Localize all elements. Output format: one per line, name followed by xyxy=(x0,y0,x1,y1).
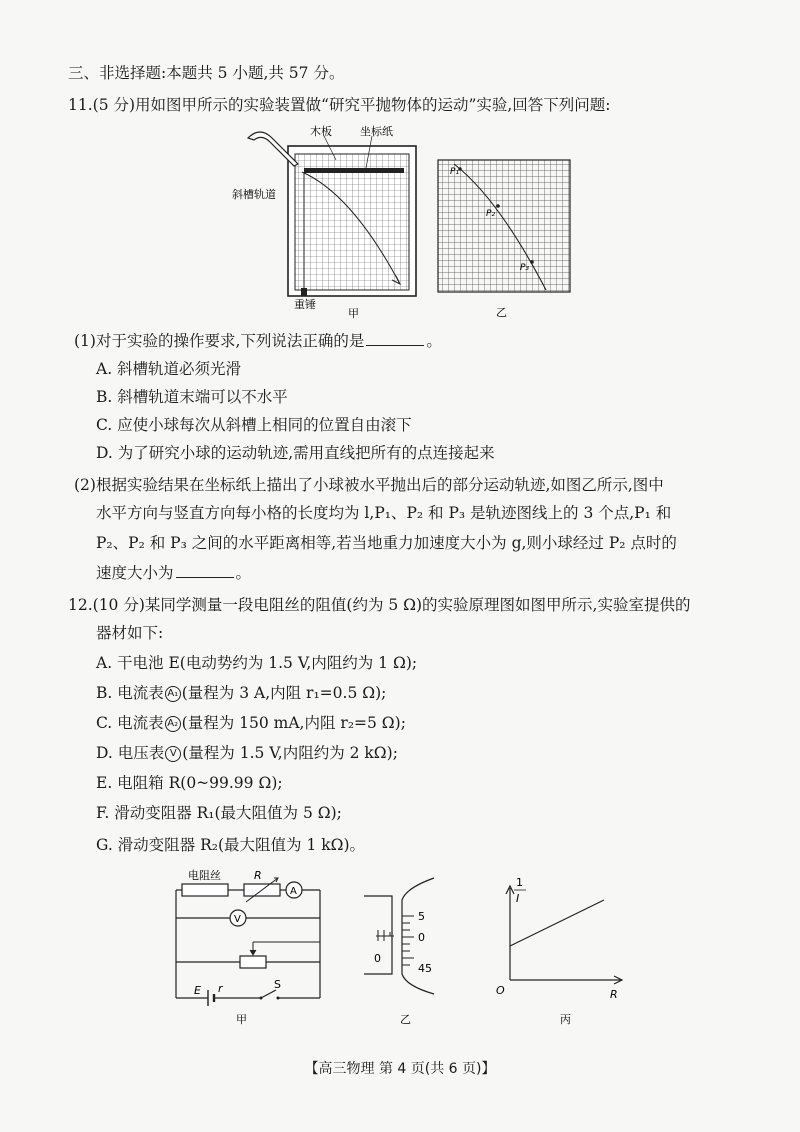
q12-item-e: E. 电阻箱 R(0~99.99 Ω); xyxy=(96,774,283,792)
point-p2 xyxy=(496,204,500,208)
label-weight: 重锤 xyxy=(294,298,316,311)
q11-part2-line4 xyxy=(96,562,251,584)
label-board: 木板 xyxy=(310,125,332,138)
label-track: 斜槽轨道 xyxy=(232,188,276,201)
label-p2: P₂ xyxy=(486,209,496,219)
answer-blank-1 xyxy=(366,330,424,346)
ammeter-a1-icon: A₁ xyxy=(165,686,181,702)
q11-part1-end: 。 xyxy=(426,332,442,350)
option-c: C. 应使小球每次从斜槽上相同的位置自由滚下 xyxy=(96,416,412,434)
option-d: D. 为了研究小球的运动轨迹,需用直线把所有的点连接起来 xyxy=(96,444,495,462)
tick-45: 45 xyxy=(418,962,432,975)
origin-label: O xyxy=(496,984,505,997)
q12-item-c xyxy=(96,712,406,734)
q12-item-a: A. 干电池 E(电动势约为 1.5 V,内阻约为 1 Ω); xyxy=(96,654,418,672)
xlabel: R xyxy=(610,988,618,1001)
label-p3: P₃ xyxy=(520,263,530,273)
ylabel-den: I xyxy=(516,892,520,905)
q11-stem: 11.(5 分)用如图甲所示的实验装置做“研究平抛物体的运动”实验,回答下列问题: xyxy=(68,96,611,114)
item-b-pre: B. 电流表 xyxy=(96,684,164,702)
q11-part2-line3: P₂、P₂ 和 P₃ 之间的水平距离相等,若当地重力加速度大小为 g,则小球经过 P₂ 点时的 xyxy=(96,534,677,552)
q12-graph-bing xyxy=(490,870,630,1026)
label-r: r xyxy=(218,982,223,995)
q11-part1-text: (1)对于实验的操作要求,下列说法正确的是 xyxy=(74,332,365,350)
q11-fig-jia xyxy=(232,124,422,320)
q11-part2-line4-text: 速度大小为 xyxy=(96,564,174,582)
q11-part2-line2: 水平方向与竖直方向每小格的长度均为 l,P₁、P₂ 和 P₃ 是轨迹图线上的 3 个点,P₁ 和 xyxy=(96,504,672,522)
label-R: R xyxy=(254,869,262,882)
caption-yi: 乙 xyxy=(496,306,507,319)
resistance-wire xyxy=(182,884,228,896)
top-bar xyxy=(304,168,404,173)
section-title: 三、非选择题:本题共 5 小题,共 57 分。 xyxy=(68,64,345,82)
q11-part2-line4-end: 。 xyxy=(235,564,252,582)
label-S: S xyxy=(274,978,281,991)
q12-item-f: F. 滑动变阻器 R₁(最大阻值为 5 Ω); xyxy=(96,804,342,822)
switch-symbol xyxy=(261,990,276,998)
item-c-pre: C. 电流表 xyxy=(96,714,164,732)
ammeter-a2-icon: A₂ xyxy=(165,716,181,732)
voltmeter-icon: V xyxy=(165,746,181,762)
q11-fig-yi xyxy=(436,158,576,320)
answer-blank-2 xyxy=(176,562,234,578)
caption-micrometer: 乙 xyxy=(400,1013,411,1026)
q11-part1 xyxy=(74,330,442,352)
label-paper: 坐标纸 xyxy=(360,125,393,138)
option-b: B. 斜槽轨道末端可以不水平 xyxy=(96,388,288,406)
item-c-post: (量程为 150 mA,内阻 r₂=5 Ω); xyxy=(181,714,406,732)
q12-item-b xyxy=(96,682,386,704)
q12-item-d xyxy=(96,742,398,764)
point-p3 xyxy=(530,260,534,264)
q12-micrometer-yi xyxy=(354,870,464,1026)
item-b-post: (量程为 3 A,内阻 r₁=0.5 Ω); xyxy=(181,684,387,702)
option-a: A. 斜槽轨道必须光滑 xyxy=(96,360,242,378)
caption-circuit: 甲 xyxy=(236,1013,247,1026)
label-wire: 电阻丝 xyxy=(188,869,221,882)
page-footer: 【高三物理 第 4 页(共 6 页)】 xyxy=(304,1061,496,1077)
label-V: V xyxy=(234,914,241,925)
q12-circuit-jia xyxy=(168,866,328,1026)
rheostat xyxy=(240,956,266,968)
graph-line xyxy=(510,900,604,946)
caption-jia: 甲 xyxy=(348,307,359,320)
ylabel-num: 1 xyxy=(516,876,523,889)
main-scale-0: 0 xyxy=(374,952,381,965)
item-d-pre: D. 电压表 xyxy=(96,744,165,762)
tick-0: 0 xyxy=(418,931,425,944)
caption-graph: 丙 xyxy=(560,1013,571,1026)
coordinate-grid xyxy=(438,160,570,292)
q11-part2-line1: (2)根据实验结果在坐标纸上描出了小球被水平抛出后的部分运动轨迹,如图乙所示,图中 xyxy=(74,476,664,494)
q12-line2: 器材如下: xyxy=(96,624,164,642)
item-d-post: (量程为 1.5 V,内阻约为 2 kΩ); xyxy=(182,744,398,762)
label-E: E xyxy=(194,984,201,997)
q12-item-g: G. 滑动变阻器 R₂(最大阻值为 1 kΩ)。 xyxy=(96,836,366,854)
tick-5: 5 xyxy=(418,910,425,923)
plumb-weight xyxy=(301,288,307,296)
q12-line1: 12.(10 分)某同学测量一段电阻丝的阻值(约为 5 Ω)的实验原理图如图甲所示,实验室提供的 xyxy=(68,596,691,614)
label-A: A xyxy=(290,886,297,897)
label-p1: P₁ xyxy=(450,167,460,177)
